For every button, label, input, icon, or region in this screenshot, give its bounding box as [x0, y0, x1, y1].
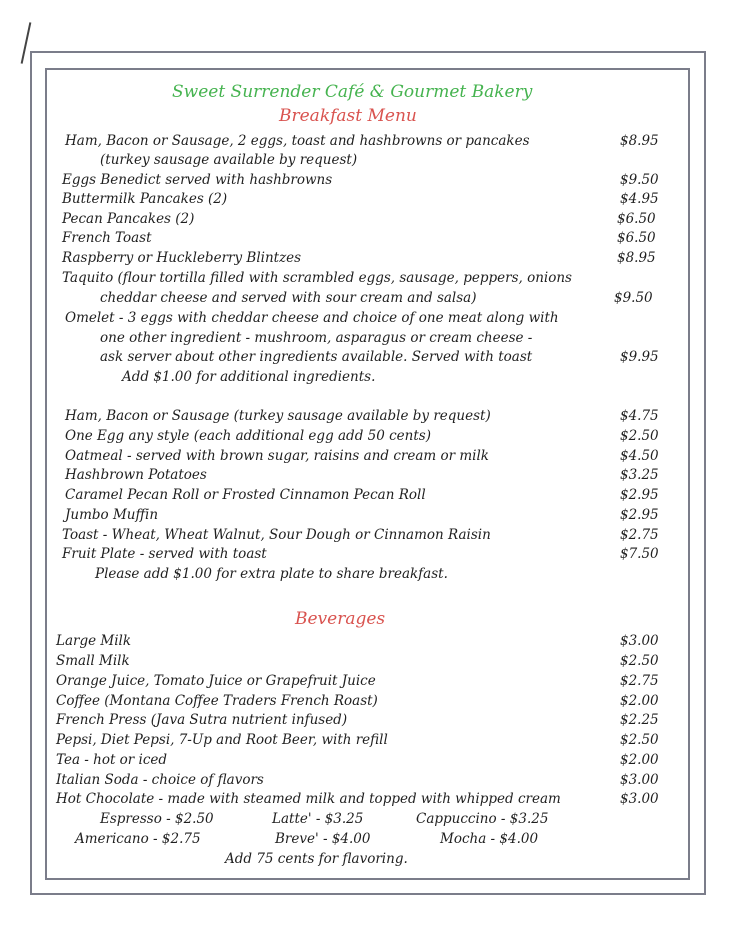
menu-item-text: (turkey sausage available by request) — [100, 152, 358, 168]
americano-item: Americano - $2.75 — [75, 831, 201, 847]
menu-item-text: one other ingredient - mushroom, asparagus or cream cheese - — [100, 330, 533, 346]
menu-item-text: One Egg any style (each additional egg add 50 cents) — [65, 428, 431, 444]
menu-note: Add $1.00 for additional ingredients. — [122, 369, 376, 385]
menu-item-text: Buttermilk Pancakes (2) — [62, 191, 228, 207]
menu-item-text: French Press (Java Sutra nutrient infused) — [56, 712, 348, 728]
menu-item-price: $2.25 — [620, 712, 659, 728]
menu-item-price: $2.00 — [620, 693, 659, 709]
menu-item-price: $3.00 — [620, 633, 659, 649]
menu-item-price: $2.95 — [620, 487, 659, 503]
menu-item-text: Ham, Bacon or Sausage (turkey sausage available by request) — [65, 408, 491, 424]
menu-item-text: cheddar cheese and served with sour cream and salsa) — [100, 290, 477, 306]
menu-item-text: Orange Juice, Tomato Juice or Grapefruit Juice — [56, 673, 376, 689]
menu-item-price: $8.95 — [620, 133, 659, 149]
menu-item-price: $3.00 — [620, 772, 659, 788]
menu-item-price: $9.50 — [620, 172, 659, 188]
menu-item-text: Toast - Wheat, Wheat Walnut, Sour Dough or Cinnamon Raisin — [62, 527, 491, 543]
cafe-name: Sweet Surrender Café & Gourmet Bakery — [172, 82, 533, 102]
menu-item-text: Taquito (flour tortilla filled with scrambled eggs, sausage, peppers, onions — [62, 270, 572, 286]
menu-item-price: $2.75 — [620, 527, 659, 543]
beverages-title: Beverages — [295, 609, 386, 629]
menu-item-text: Ham, Bacon or Sausage, 2 eggs, toast and hashbrowns or pancakes — [65, 133, 530, 149]
menu-item-text: Pecan Pancakes (2) — [62, 211, 195, 227]
menu-item-price: $6.50 — [617, 211, 656, 227]
espresso-item: Espresso - $2.50 — [100, 811, 214, 827]
menu-item-text: ask server about other ingredients available. Served with toast — [100, 349, 533, 365]
menu-item-price: $4.75 — [620, 408, 659, 424]
menu-item-text: Italian Soda - choice of flavors — [56, 772, 264, 788]
cappuccino-item: Cappuccino - $3.25 — [416, 811, 549, 827]
menu-item-text: Jumbo Muffin — [65, 507, 159, 523]
menu-item-text: Small Milk — [56, 653, 130, 669]
menu-item-price: $8.95 — [617, 250, 656, 266]
menu-item-text: Hot Chocolate - made with steamed milk and topped with whipped cream — [56, 791, 561, 807]
menu-title: Breakfast Menu — [279, 106, 417, 126]
menu-item-price: $3.25 — [620, 467, 659, 483]
menu-item-price: $7.50 — [620, 546, 659, 562]
menu-item-price: $6.50 — [617, 230, 656, 246]
menu-item-text: Hashbrown Potatoes — [65, 467, 207, 483]
mocha-item: Mocha - $4.00 — [440, 831, 539, 847]
menu-item-text: Pepsi, Diet Pepsi, 7-Up and Root Beer, with refill — [56, 732, 388, 748]
menu-item-text: Fruit Plate - served with toast — [62, 546, 267, 562]
menu-item-text: Caramel Pecan Roll or Frosted Cinnamon Pecan Roll — [65, 487, 426, 503]
menu-item-price: $4.50 — [620, 448, 659, 464]
menu-item-price: $2.50 — [620, 732, 659, 748]
menu-item-text: Tea - hot or iced — [56, 752, 168, 768]
menu-item-price: $2.95 — [620, 507, 659, 523]
menu-item-price: $2.00 — [620, 752, 659, 768]
menu-item-text: Eggs Benedict served with hashbrowns — [62, 172, 333, 188]
menu-item-price: $3.00 — [620, 791, 659, 807]
menu-item-text: French Toast — [62, 230, 152, 246]
menu-item-price: $9.95 — [620, 349, 659, 365]
menu-item-price: $2.50 — [620, 653, 659, 669]
menu-item-text: Large Milk — [56, 633, 132, 649]
flavoring-note: Add 75 cents for flavoring. — [225, 851, 408, 867]
menu-item-text: Coffee (Montana Coffee Traders French Roast) — [56, 693, 378, 709]
menu-note: Please add $1.00 for extra plate to share breakfast. — [95, 566, 448, 582]
menu-item-text: Oatmeal - served with brown sugar, raisins and cream or milk — [65, 448, 489, 464]
latte-item: Latte' - $3.25 — [272, 811, 364, 827]
menu-item-price: $2.75 — [620, 673, 659, 689]
menu-item-text: Omelet - 3 eggs with cheddar cheese and choice of one meat along with — [65, 310, 559, 326]
menu-item-price: $4.95 — [620, 191, 659, 207]
menu-item-price: $9.50 — [614, 290, 653, 306]
menu-item-text: Raspberry or Huckleberry Blintzes — [62, 250, 302, 266]
breve-item: Breve' - $4.00 — [275, 831, 371, 847]
menu-item-price: $2.50 — [620, 428, 659, 444]
